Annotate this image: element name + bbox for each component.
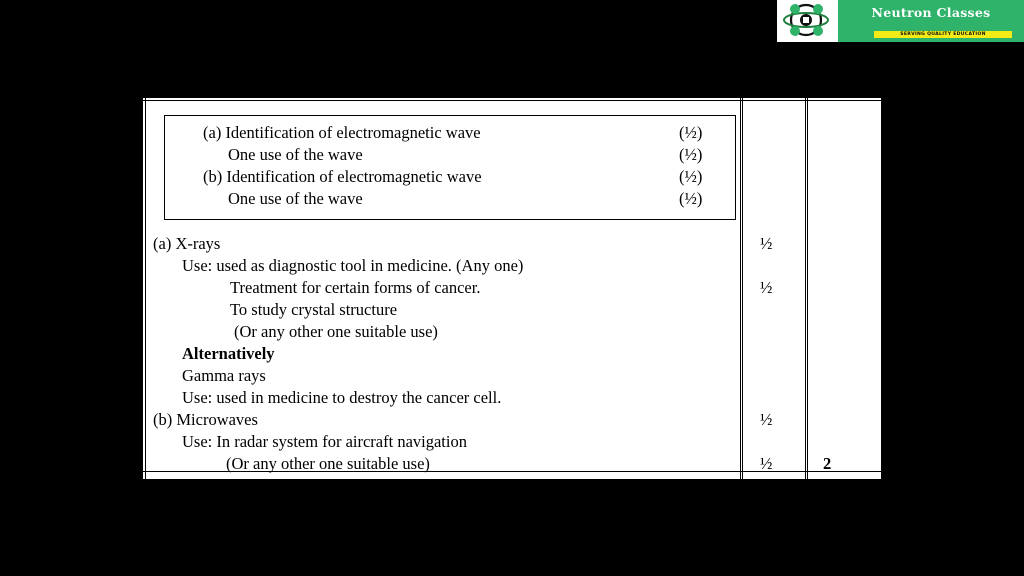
answer-a-use-4: (Or any other one suitable use) [234, 322, 438, 341]
marks-column-divider-inner [742, 98, 743, 479]
brand-tagline: SERVING QUALITY EDUCATION [874, 31, 1012, 38]
mark-b-label: ½ [760, 410, 773, 429]
alternatively-heading: Alternatively [182, 344, 275, 363]
total-marks: 2 [823, 454, 832, 473]
answer-b-use-2: (Or any other one suitable use) [226, 454, 430, 473]
answer-a-use-3: To study crystal structure [230, 300, 398, 319]
scheme-row-3-mark: (½) [679, 167, 703, 186]
answer-a-use-2: Treatment for certain forms of cancer. [230, 278, 481, 297]
scheme-row-1-mark: (½) [679, 123, 703, 142]
scheme-row-4-mark: (½) [679, 189, 703, 208]
brand-logo [777, 0, 1024, 42]
marks-column-divider [740, 98, 741, 479]
brand-emblem-icon [777, 0, 838, 42]
scheme-row-2-mark: (½) [679, 145, 703, 164]
answer-b-use: Use: In radar system for aircraft navigation [182, 432, 467, 451]
table-left-border [145, 98, 146, 479]
total-column-divider [805, 98, 806, 479]
total-column-divider-inner [807, 98, 808, 479]
scheme-row-3: (b) Identification of electromagnetic wave [203, 167, 482, 186]
brand-name: Neutron Classes [871, 5, 991, 20]
mark-a-label: ½ [760, 234, 773, 253]
mark-a-use: ½ [760, 278, 773, 297]
answer-alt-use: Use: used in medicine to destroy the cancer cell. [182, 388, 502, 407]
scheme-box [164, 115, 736, 220]
table-top-double-line [143, 100, 881, 101]
scheme-row-1: (a) Identification of electromagnetic wave [203, 123, 481, 142]
marking-scheme-table [143, 97, 881, 480]
answer-alt-ray: Gamma rays [182, 366, 266, 385]
brand-banner [838, 0, 1024, 42]
answer-a-use: Use: used as diagnostic tool in medicine. (Any one) [182, 256, 524, 275]
mark-b-use: ½ [760, 454, 773, 473]
answer-b-label: (b) Microwaves [153, 410, 258, 429]
answer-a-label: (a) X-rays [153, 234, 221, 253]
scheme-row-2: One use of the wave [228, 145, 363, 164]
scheme-row-4: One use of the wave [228, 189, 363, 208]
